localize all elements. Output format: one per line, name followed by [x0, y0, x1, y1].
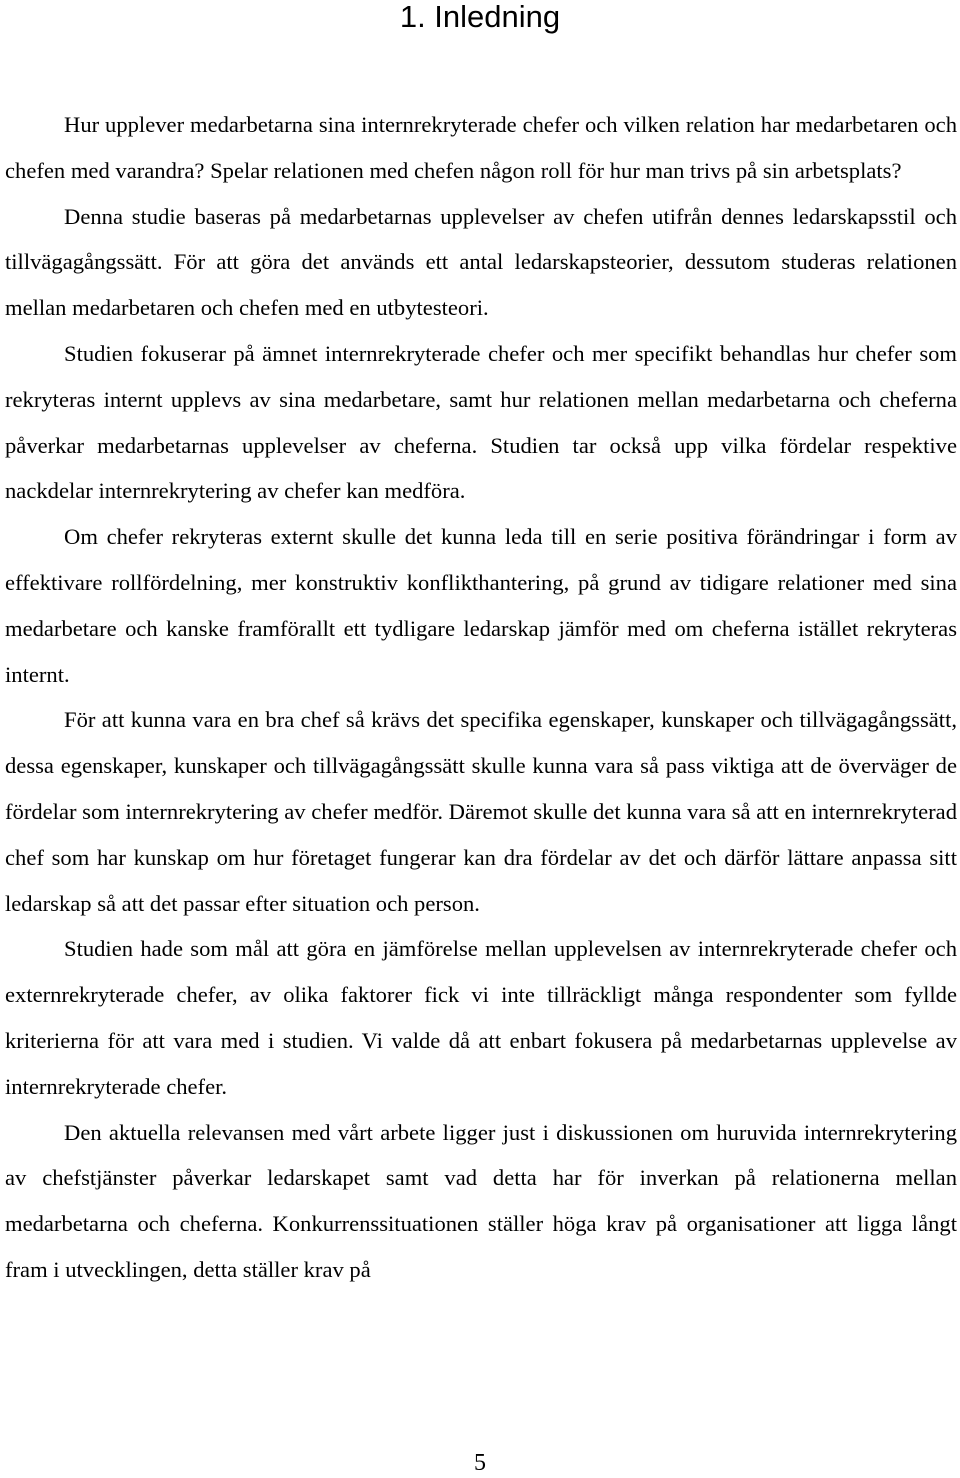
paragraph: Studien hade som mål att göra en jämförelse mellan upplevelsen av internrekryterade chefer och externrekryterade chefer, av olika faktorer fick vi inte tillräckligt många respondenter som fyllde kriterierna för att vara med i studien. Vi valde då att enbart fokusera på medarbetarnas upplevelse av internrekryterade chefer.	[5, 936, 957, 1099]
section-heading: 1. Inledning	[399, 0, 561, 34]
paragraph: Om chefer rekryteras externt skulle det kunna leda till en serie positiva förändringar i form av effektivare rollfördelning, mer konstruktiv konflikthantering, på grund av tidigare relationer med sina medarbetare och kanske framförallt ett tydligare ledarskap jämför med om cheferna istället rekryteras internt.	[5, 524, 957, 687]
paragraph: Denna studie baseras på medarbetarnas upplevelser av chefen utifrån dennes ledarskapsstil och tillvägagångssätt. För att göra det används ett antal ledarskapsteorier, dessutom studeras relationen mellan medarbetaren och chefen med en utbytesteori.	[5, 203, 957, 321]
body-text	[5, 102, 957, 1293]
page-number: 5	[474, 1450, 486, 1476]
paragraph: För att kunna vara en bra chef så krävs det specifika egenskaper, kunskaper och tillvägagångssätt, dessa egenskaper, kunskaper och tillvägagångssätt skulle kunna vara så pass viktiga att de överväger de fördelar som internrekrytering av chefer medför. Däremot skulle det kunna vara så att en internrekryterad chef som har kunskap om hur företaget fungerar kan dra fördelar av det och därför lättare anpassa sitt ledarskap så att det passar efter situation och person.	[5, 707, 957, 916]
paragraph: Den aktuella relevansen med vårt arbete ligger just i diskussionen om huruvida internrekrytering av chefstjänster påverkar ledarskapet samt vad detta har för inverkan på relationerna mellan medarbetarna och cheferna. Konkurrenssituationen ställer höga krav på organisationer att ligga långt fram i utvecklingen, detta ställer krav på	[5, 1119, 957, 1282]
paragraph: Studien fokuserar på ämnet internrekryterade chefer och mer specifikt behandlas hur chefer som rekryteras internt upplevs av sina medarbetare, samt hur relationen mellan medarbetarna och cheferna påverkar medarbetarnas upplevelser av cheferna. Studien tar också upp vilka fördelar respektive nackdelar internrekrytering av chefer kan medföra.	[5, 340, 957, 504]
paragraph: Hur upplever medarbetarna sina internrekryterade chefer och vilken relation har medarbetaren och chefen med varandra? Spelar relationen med chefen någon roll för hur man trivs på sin arbetsplats?	[5, 112, 957, 183]
